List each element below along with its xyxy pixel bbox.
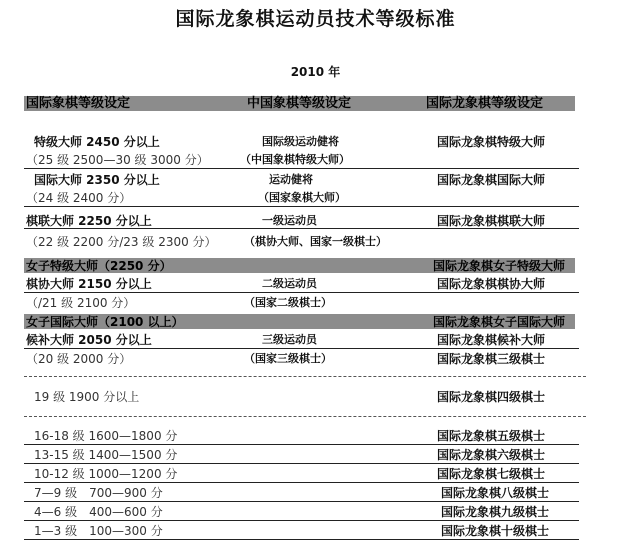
divider (24, 501, 579, 502)
row1-left: 特级大师 2450 分以上 (34, 135, 160, 149)
row2-mid2: （国家象棋大师） (258, 191, 346, 204)
lower-row-1-left: 16-18 级 1600—1800 分 (34, 429, 178, 443)
lower-row-6-right: 国际龙象棋十级棋士 (441, 524, 550, 538)
row5-mid: 三级运动员 (262, 333, 317, 346)
women-band-2-left: 女子国际大师（2100 以上） (26, 315, 184, 329)
divider (24, 168, 579, 169)
divider (24, 520, 579, 521)
divider (24, 463, 579, 464)
row3-left2: （22 级 2200 分/23 级 2300 分） (26, 235, 217, 249)
row3-left: 棋联大师 2250 分以上 (26, 214, 152, 228)
page-title: 国际龙象棋运动员技术等级标准 (175, 8, 456, 30)
row1-right: 国际龙象棋特级大师 (437, 135, 546, 149)
divider (24, 348, 579, 349)
row3-mid2: （棋协大师、国家一级棋士） (244, 235, 387, 248)
dashed-divider (24, 376, 586, 377)
lower-row-4-left: 7—9 级 700—900 分 (34, 486, 163, 500)
women-band-2-right: 国际龙象棋女子国际大师 (433, 315, 566, 329)
row2-mid: 运动健将 (269, 173, 313, 186)
divider (24, 206, 579, 207)
women-band-1-right: 国际龙象棋女子特级大师 (433, 259, 566, 273)
row5-left2: （20 级 2000 分） (26, 352, 132, 366)
row1-mid: 国际级运动健将 (262, 135, 339, 148)
row5-mid2: （国家三级棋士） (244, 352, 332, 365)
row2-left2: （24 级 2400 分） (26, 191, 132, 205)
level19-right: 国际龙象棋四级棋士 (437, 390, 546, 404)
lower-row-1-right: 国际龙象棋五级棋士 (437, 429, 546, 443)
lower-row-3-left: 10-12 级 1000—1200 分 (34, 467, 178, 481)
lower-row-4-right: 国际龙象棋八级棋士 (441, 486, 550, 500)
lower-row-3-right: 国际龙象棋七级棋士 (437, 467, 546, 481)
row4-right: 国际龙象棋棋协大师 (437, 277, 546, 291)
row5-left: 候补大师 2050 分以上 (26, 333, 152, 347)
lower-row-5-right: 国际龙象棋九级棋士 (441, 505, 550, 519)
lower-row-5-left: 4—6 级 400—600 分 (34, 505, 163, 519)
divider (24, 228, 579, 229)
divider (24, 539, 579, 540)
header-chess: 国际象棋等级设定 (26, 96, 131, 111)
row3-right: 国际龙象棋棋联大师 (437, 214, 546, 228)
row1-left2: （25 级 2500—30 级 3000 分） (26, 153, 209, 167)
row1-mid2: （中国象棋特级大师） (240, 153, 350, 166)
row3-mid: 一级运动员 (262, 214, 317, 227)
year-label: 2010 年 (290, 65, 341, 79)
lower-row-2-left: 13-15 级 1400—1500 分 (34, 448, 178, 462)
lower-row-2-right: 国际龙象棋六级棋士 (437, 448, 546, 462)
header-dragon-chess: 国际龙象棋等级设定 (426, 96, 544, 111)
lower-row-6-left: 1—3 级 100—300 分 (34, 524, 163, 538)
divider (24, 444, 579, 445)
row4-left: 棋协大师 2150 分以上 (26, 277, 152, 291)
row2-left: 国际大师 2350 分以上 (34, 173, 160, 187)
row4-mid: 二级运动员 (262, 277, 317, 290)
row4-mid2: （国家二级棋士） (244, 296, 332, 309)
divider (24, 292, 579, 293)
row5-right2: 国际龙象棋三级棋士 (437, 352, 546, 366)
header-xiangqi: 中国象棋等级设定 (247, 96, 352, 111)
row4-left2: （/21 级 2100 分） (26, 296, 136, 310)
row5-right: 国际龙象棋候补大师 (437, 333, 546, 347)
divider (24, 482, 579, 483)
women-band-1-left: 女子特级大师（2250 分） (26, 259, 172, 273)
dashed-divider (24, 416, 586, 417)
level19-left: 19 级 1900 分以上 (34, 390, 140, 404)
row2-right: 国际龙象棋国际大师 (437, 173, 546, 187)
